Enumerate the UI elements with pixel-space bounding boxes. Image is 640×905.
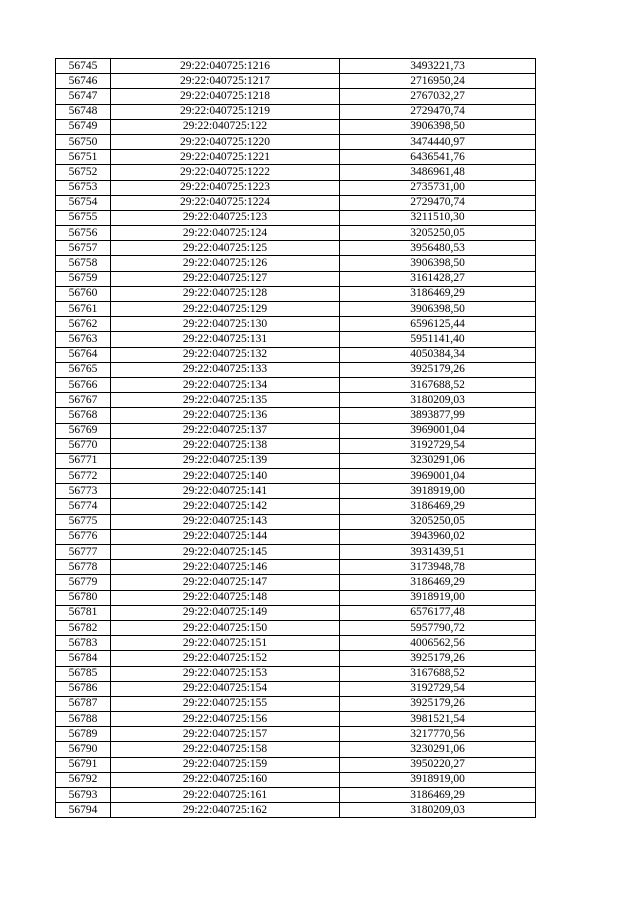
- cadastral-number-cell: 29:22:040725:157: [111, 727, 340, 742]
- cadastral-number-cell: 29:22:040725:161: [111, 788, 340, 803]
- table-row: [56, 499, 536, 514]
- row-number-cell: 56745: [56, 59, 111, 74]
- cadastral-number-cell: 29:22:040725:1223: [111, 180, 340, 195]
- cadastral-number-cell: 29:22:040725:122: [111, 119, 340, 134]
- table-row: [56, 150, 536, 165]
- cadastral-value-cell: 3931439,51: [340, 545, 536, 560]
- cadastral-value-cell: 3205250,05: [340, 226, 536, 241]
- cadastral-number-cell: 29:22:040725:153: [111, 666, 340, 681]
- cadastral-value-cell: 3493221,73: [340, 59, 536, 74]
- table-row: [56, 529, 536, 544]
- row-number-cell: 56779: [56, 575, 111, 590]
- cadastral-value-cell: 6576177,48: [340, 605, 536, 620]
- cadastral-value-cell: 2729470,74: [340, 195, 536, 210]
- row-number-cell: 56794: [56, 803, 111, 818]
- cadastral-number-cell: 29:22:040725:135: [111, 393, 340, 408]
- cadastral-value-cell: 5951141,40: [340, 332, 536, 347]
- cadastral-value-cell: 4006562,56: [340, 636, 536, 651]
- row-number-cell: 56749: [56, 119, 111, 134]
- table-row: [56, 727, 536, 742]
- row-number-cell: 56770: [56, 438, 111, 453]
- cadastral-value-table: [55, 58, 536, 818]
- cadastral-value-cell: 3180209,03: [340, 803, 536, 818]
- cadastral-number-cell: 29:22:040725:148: [111, 590, 340, 605]
- cadastral-value-cell: 3969001,04: [340, 469, 536, 484]
- cadastral-number-cell: 29:22:040725:1219: [111, 104, 340, 119]
- row-number-cell: 56783: [56, 636, 111, 651]
- cadastral-value-cell: 3192729,54: [340, 438, 536, 453]
- cadastral-number-cell: 29:22:040725:1217: [111, 74, 340, 89]
- table-row: [56, 636, 536, 651]
- cadastral-value-cell: 3186469,29: [340, 499, 536, 514]
- row-number-cell: 56780: [56, 590, 111, 605]
- cadastral-number-cell: 29:22:040725:143: [111, 514, 340, 529]
- row-number-cell: 56775: [56, 514, 111, 529]
- cadastral-value-cell: 3211510,30: [340, 210, 536, 225]
- cadastral-number-cell: 29:22:040725:127: [111, 271, 340, 286]
- cadastral-number-cell: 29:22:040725:160: [111, 772, 340, 787]
- table-row: [56, 241, 536, 256]
- table-row: [56, 484, 536, 499]
- row-number-cell: 56790: [56, 742, 111, 757]
- cadastral-number-cell: 29:22:040725:155: [111, 696, 340, 711]
- row-number-cell: 56787: [56, 696, 111, 711]
- cadastral-number-cell: 29:22:040725:141: [111, 484, 340, 499]
- cadastral-number-cell: 29:22:040725:130: [111, 317, 340, 332]
- table-row: [56, 119, 536, 134]
- table-row: [56, 681, 536, 696]
- cadastral-value-cell: 3180209,03: [340, 393, 536, 408]
- row-number-cell: 56754: [56, 195, 111, 210]
- row-number-cell: 56769: [56, 423, 111, 438]
- cadastral-number-cell: 29:22:040725:1224: [111, 195, 340, 210]
- cadastral-number-cell: 29:22:040725:156: [111, 712, 340, 727]
- cadastral-value-cell: 3173948,78: [340, 560, 536, 575]
- table-row: [56, 712, 536, 727]
- row-number-cell: 56789: [56, 727, 111, 742]
- table-row: [56, 180, 536, 195]
- row-number-cell: 56788: [56, 712, 111, 727]
- cadastral-value-cell: 3925179,26: [340, 362, 536, 377]
- cadastral-number-cell: 29:22:040725:131: [111, 332, 340, 347]
- table-row: [56, 302, 536, 317]
- table-row: [56, 438, 536, 453]
- cadastral-value-cell: 3205250,05: [340, 514, 536, 529]
- cadastral-value-cell: 3925179,26: [340, 651, 536, 666]
- cadastral-number-cell: 29:22:040725:150: [111, 620, 340, 635]
- cadastral-value-cell: 3943960,02: [340, 529, 536, 544]
- cadastral-value-cell: 3186469,29: [340, 788, 536, 803]
- cadastral-value-cell: 3474440,97: [340, 134, 536, 149]
- cadastral-number-cell: 29:22:040725:146: [111, 560, 340, 575]
- table-row: [56, 666, 536, 681]
- row-number-cell: 56793: [56, 788, 111, 803]
- row-number-cell: 56746: [56, 74, 111, 89]
- cadastral-number-cell: 29:22:040725:147: [111, 575, 340, 590]
- cadastral-value-cell: 3906398,50: [340, 119, 536, 134]
- cadastral-number-cell: 29:22:040725:132: [111, 347, 340, 362]
- row-number-cell: 56759: [56, 271, 111, 286]
- cadastral-value-cell: 3906398,50: [340, 302, 536, 317]
- cadastral-number-cell: 29:22:040725:159: [111, 757, 340, 772]
- cadastral-number-cell: 29:22:040725:144: [111, 529, 340, 544]
- row-number-cell: 56782: [56, 620, 111, 635]
- table-row: [56, 210, 536, 225]
- row-number-cell: 56771: [56, 453, 111, 468]
- cadastral-value-cell: 2716950,24: [340, 74, 536, 89]
- row-number-cell: 56772: [56, 469, 111, 484]
- cadastral-value-cell: 3167688,52: [340, 377, 536, 392]
- table-body: [56, 59, 536, 818]
- table-row: [56, 788, 536, 803]
- cadastral-value-cell: 3161428,27: [340, 271, 536, 286]
- row-number-cell: 56781: [56, 605, 111, 620]
- cadastral-number-cell: 29:22:040725:138: [111, 438, 340, 453]
- cadastral-number-cell: 29:22:040725:152: [111, 651, 340, 666]
- row-number-cell: 56758: [56, 256, 111, 271]
- row-number-cell: 56773: [56, 484, 111, 499]
- cadastral-number-cell: 29:22:040725:1220: [111, 134, 340, 149]
- row-number-cell: 56751: [56, 150, 111, 165]
- table-row: [56, 332, 536, 347]
- cadastral-number-cell: 29:22:040725:145: [111, 545, 340, 560]
- row-number-cell: 56755: [56, 210, 111, 225]
- cadastral-number-cell: 29:22:040725:123: [111, 210, 340, 225]
- table-row: [56, 317, 536, 332]
- table-row: [56, 226, 536, 241]
- cadastral-number-cell: 29:22:040725:137: [111, 423, 340, 438]
- table-row: [56, 59, 536, 74]
- cadastral-value-cell: 3925179,26: [340, 696, 536, 711]
- row-number-cell: 56792: [56, 772, 111, 787]
- cadastral-number-cell: 29:22:040725:162: [111, 803, 340, 818]
- row-number-cell: 56777: [56, 545, 111, 560]
- cadastral-value-cell: 2735731,00: [340, 180, 536, 195]
- cadastral-number-cell: 29:22:040725:133: [111, 362, 340, 377]
- cadastral-number-cell: 29:22:040725:134: [111, 377, 340, 392]
- table-row: [56, 453, 536, 468]
- table-row: [56, 757, 536, 772]
- row-number-cell: 56767: [56, 393, 111, 408]
- cadastral-number-cell: 29:22:040725:136: [111, 408, 340, 423]
- table-row: [56, 560, 536, 575]
- cadastral-number-cell: 29:22:040725:126: [111, 256, 340, 271]
- cadastral-number-cell: 29:22:040725:158: [111, 742, 340, 757]
- row-number-cell: 56765: [56, 362, 111, 377]
- table-row: [56, 347, 536, 362]
- cadastral-value-cell: 4050384,34: [340, 347, 536, 362]
- cadastral-value-cell: 3186469,29: [340, 286, 536, 301]
- row-number-cell: 56778: [56, 560, 111, 575]
- cadastral-value-cell: 2729470,74: [340, 104, 536, 119]
- cadastral-number-cell: 29:22:040725:139: [111, 453, 340, 468]
- cadastral-value-cell: 3486961,48: [340, 165, 536, 180]
- cadastral-number-cell: 29:22:040725:149: [111, 605, 340, 620]
- table-row: [56, 271, 536, 286]
- cadastral-number-cell: 29:22:040725:142: [111, 499, 340, 514]
- row-number-cell: 56761: [56, 302, 111, 317]
- cadastral-value-cell: 6596125,44: [340, 317, 536, 332]
- table-row: [56, 696, 536, 711]
- cadastral-number-cell: 29:22:040725:151: [111, 636, 340, 651]
- row-number-cell: 56747: [56, 89, 111, 104]
- cadastral-value-cell: 3230291,06: [340, 453, 536, 468]
- cadastral-number-cell: 29:22:040725:1218: [111, 89, 340, 104]
- cadastral-value-cell: 3950220,27: [340, 757, 536, 772]
- cadastral-value-cell: 3981521,54: [340, 712, 536, 727]
- table-row: [56, 575, 536, 590]
- cadastral-number-cell: 29:22:040725:129: [111, 302, 340, 317]
- row-number-cell: 56760: [56, 286, 111, 301]
- table-row: [56, 803, 536, 818]
- row-number-cell: 56763: [56, 332, 111, 347]
- table-row: [56, 286, 536, 301]
- row-number-cell: 56785: [56, 666, 111, 681]
- row-number-cell: 56774: [56, 499, 111, 514]
- row-number-cell: 56756: [56, 226, 111, 241]
- table-row: [56, 651, 536, 666]
- cadastral-number-cell: 29:22:040725:1216: [111, 59, 340, 74]
- table-row: [56, 377, 536, 392]
- cadastral-value-cell: 3167688,52: [340, 666, 536, 681]
- cadastral-value-cell: 3956480,53: [340, 241, 536, 256]
- row-number-cell: 56791: [56, 757, 111, 772]
- row-number-cell: 56762: [56, 317, 111, 332]
- cadastral-number-cell: 29:22:040725:1221: [111, 150, 340, 165]
- cadastral-number-cell: 29:22:040725:128: [111, 286, 340, 301]
- row-number-cell: 56776: [56, 529, 111, 544]
- table-row: [56, 362, 536, 377]
- cadastral-number-cell: 29:22:040725:124: [111, 226, 340, 241]
- row-number-cell: 56784: [56, 651, 111, 666]
- cadastral-value-cell: 3918919,00: [340, 590, 536, 605]
- table-row: [56, 393, 536, 408]
- table-row: [56, 134, 536, 149]
- row-number-cell: 56766: [56, 377, 111, 392]
- cadastral-value-cell: 3969001,04: [340, 423, 536, 438]
- cadastral-number-cell: 29:22:040725:1222: [111, 165, 340, 180]
- row-number-cell: 56748: [56, 104, 111, 119]
- table-row: [56, 408, 536, 423]
- table-row: [56, 74, 536, 89]
- row-number-cell: 56768: [56, 408, 111, 423]
- table-row: [56, 620, 536, 635]
- cadastral-value-cell: 3192729,54: [340, 681, 536, 696]
- row-number-cell: 56764: [56, 347, 111, 362]
- cadastral-value-cell: 3918919,00: [340, 772, 536, 787]
- cadastral-value-cell: 3217770,56: [340, 727, 536, 742]
- cadastral-number-cell: 29:22:040725:154: [111, 681, 340, 696]
- row-number-cell: 56753: [56, 180, 111, 195]
- table-row: [56, 423, 536, 438]
- cadastral-value-cell: 3893877,99: [340, 408, 536, 423]
- cadastral-value-cell: 3918919,00: [340, 484, 536, 499]
- table-row: [56, 590, 536, 605]
- table-row: [56, 514, 536, 529]
- row-number-cell: 56752: [56, 165, 111, 180]
- cadastral-value-cell: 3906398,50: [340, 256, 536, 271]
- cadastral-value-cell: 2767032,27: [340, 89, 536, 104]
- table-row: [56, 256, 536, 271]
- table-row: [56, 545, 536, 560]
- cadastral-number-cell: 29:22:040725:140: [111, 469, 340, 484]
- table-row: [56, 89, 536, 104]
- table-row: [56, 742, 536, 757]
- table-row: [56, 104, 536, 119]
- row-number-cell: 56750: [56, 134, 111, 149]
- table-row: [56, 165, 536, 180]
- table-row: [56, 605, 536, 620]
- cadastral-value-cell: 3186469,29: [340, 575, 536, 590]
- table-row: [56, 469, 536, 484]
- cadastral-number-cell: 29:22:040725:125: [111, 241, 340, 256]
- cadastral-value-cell: 6436541,76: [340, 150, 536, 165]
- cadastral-value-cell: 3230291,06: [340, 742, 536, 757]
- cadastral-value-cell: 5957790,72: [340, 620, 536, 635]
- table-row: [56, 195, 536, 210]
- row-number-cell: 56786: [56, 681, 111, 696]
- row-number-cell: 56757: [56, 241, 111, 256]
- table-row: [56, 772, 536, 787]
